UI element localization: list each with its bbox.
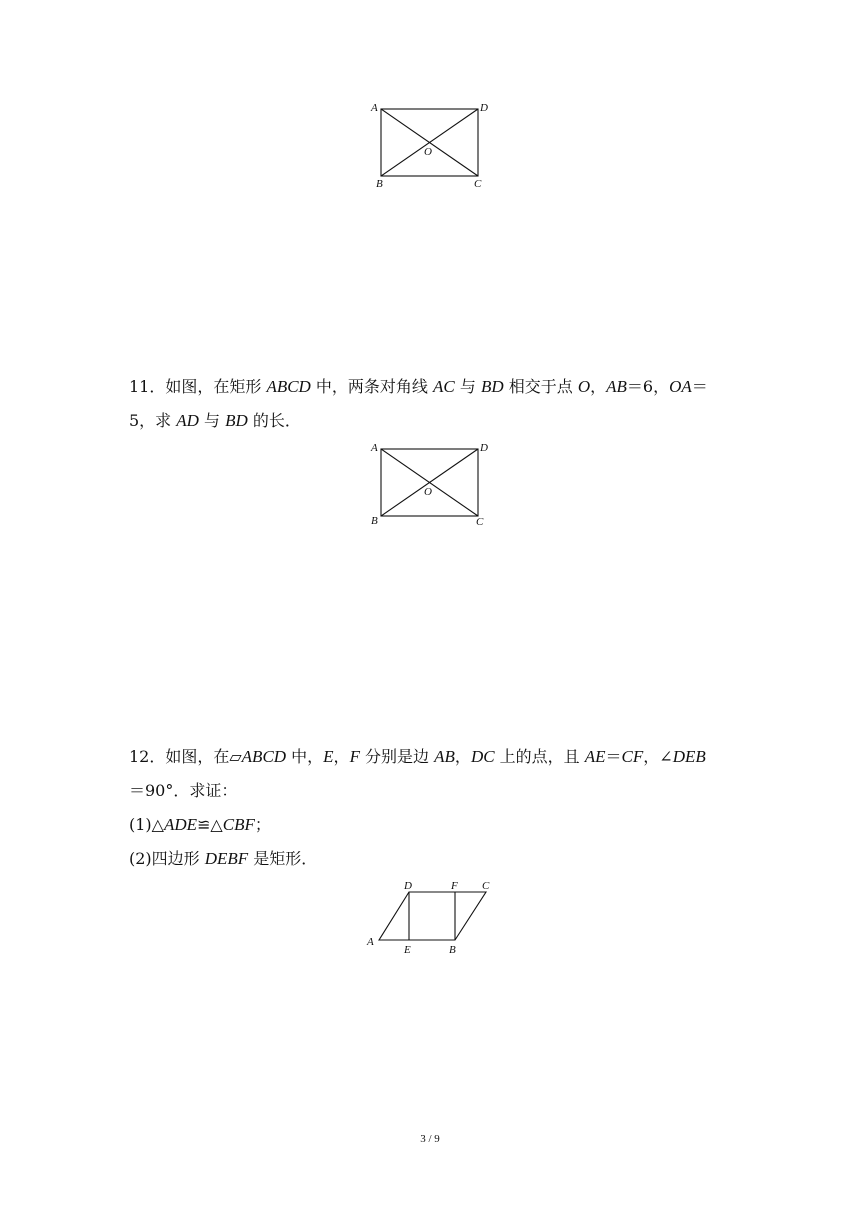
label-b: B xyxy=(449,944,456,956)
label-e: E xyxy=(404,944,411,956)
q12-line-4: (2)四边形 DEBF 是矩形． xyxy=(129,849,318,868)
q11-line-2: 5，求 AD 与 BD 的长． xyxy=(129,411,301,430)
label-a: A xyxy=(371,442,378,454)
label-a: A xyxy=(367,936,374,948)
label-b: B xyxy=(376,178,383,190)
page-number: 3 / 9 xyxy=(420,1133,440,1145)
label-b: B xyxy=(371,515,378,527)
label-o: O xyxy=(424,486,432,498)
parallelogram-abcd xyxy=(379,892,486,940)
label-c: C xyxy=(482,880,490,892)
q12-line-3: (1)△ADE≌△CBF； xyxy=(129,815,271,834)
label-d: D xyxy=(480,102,488,114)
figure-rectangle-q11 xyxy=(368,440,488,532)
label-f: F xyxy=(451,880,458,892)
q12-line-2: ＝90°．求证： xyxy=(129,781,238,800)
label-d: D xyxy=(480,442,488,454)
label-a: A xyxy=(371,102,378,114)
label-o: O xyxy=(424,146,432,158)
label-d: D xyxy=(404,880,412,892)
figure-rectangle-top xyxy=(368,100,488,192)
label-c: C xyxy=(474,178,482,190)
label-c: C xyxy=(476,516,484,528)
figure-parallelogram-q12 xyxy=(362,874,502,960)
q11-line-1: 11．如图，在矩形 ABCD 中，两条对角线 AC 与 BD 相交于点 O，AB＝6，OA＝ xyxy=(129,377,708,396)
q12-line-1: 12．如图，在▱ABCD 中，E，F 分别是边 AB，DC 上的点，且 AE＝CF，∠DEB xyxy=(129,747,706,766)
